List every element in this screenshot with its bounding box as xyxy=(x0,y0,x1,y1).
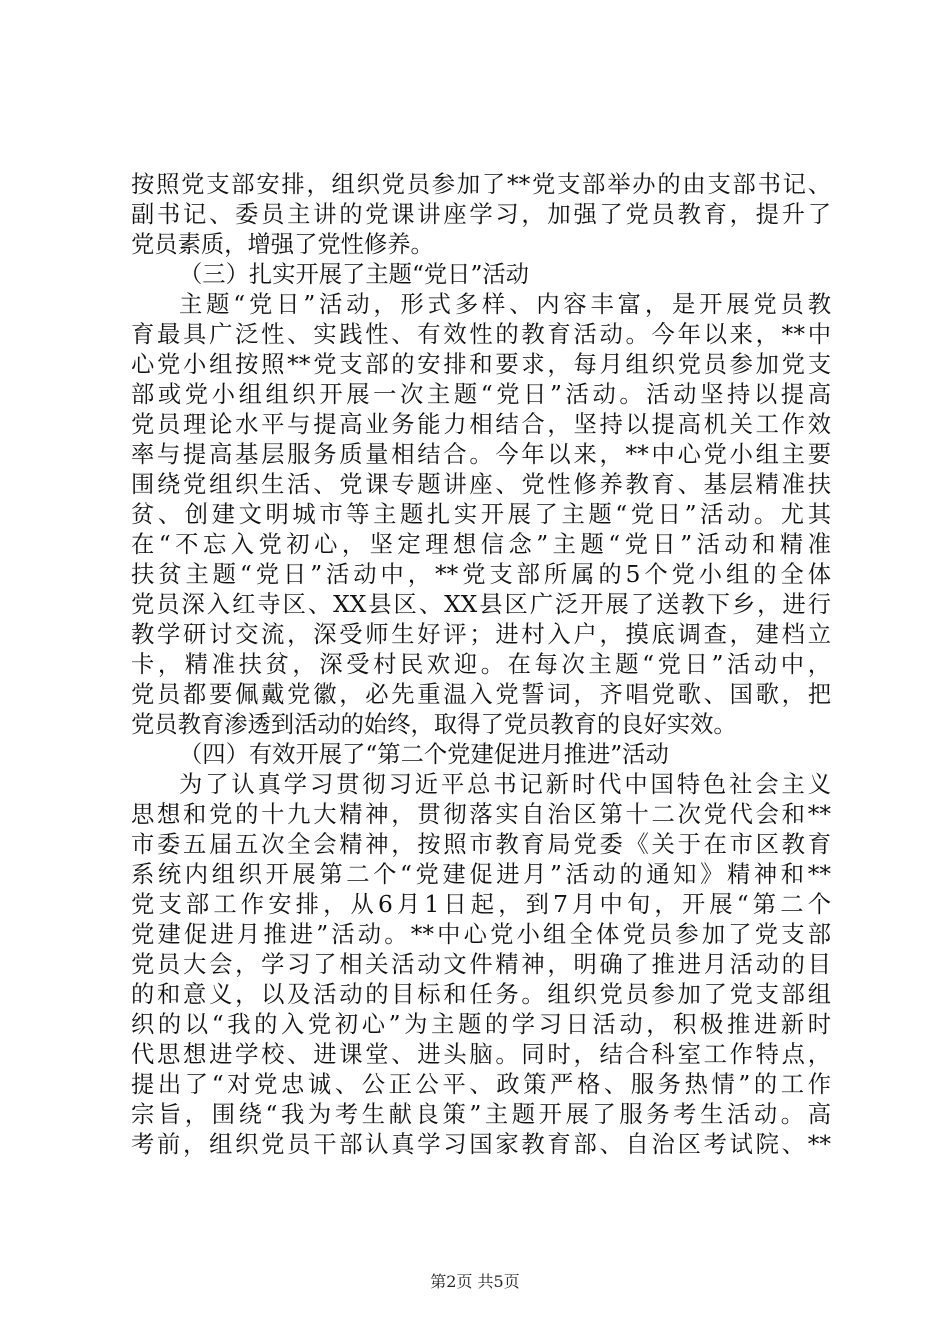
body-line: 按照党支部安排，组织党员参加了**党支部举办的由支部书记、 xyxy=(131,171,831,198)
body-line: 卡，精准扶贫，深受村民欢迎。在每次主题“党日”活动中， xyxy=(131,651,831,678)
body-line: 党支部工作安排，从6月1日起，到7月中旬，开展“第二个 xyxy=(131,891,831,918)
body-line: 的和意义，以及活动的目标和任务。组织党员参加了党支部组 xyxy=(131,981,831,1008)
body-line: 为了认真学习贯彻习近平总书记新时代中国特色社会主义 xyxy=(179,771,831,798)
body-line: 部或党小组组织开展一次主题“党日”活动。活动坚持以提高 xyxy=(131,381,831,408)
body-line: 提出了“对党忠诚、公正公平、政策严格、服务热情”的工作 xyxy=(131,1071,831,1098)
body-line: 贫、创建文明城市等主题扎实开展了主题“党日”活动。尤其 xyxy=(131,501,831,528)
body-line: 在“不忘入党初心，坚定理想信念”主题“党日”活动和精准 xyxy=(131,531,831,558)
body-line: 党建促进月推进”活动。**中心党小组全体党员参加了党支部 xyxy=(131,921,831,948)
body-line: 考前，组织党员干部认真学习国家教育部、自治区考试院、** xyxy=(131,1131,831,1158)
body-line: 主题“党日”活动，形式多样、内容丰富，是开展党员教 xyxy=(179,291,831,318)
body-line: 心党小组按照**党支部的安排和要求，每月组织党员参加党支 xyxy=(131,351,831,378)
body-line: 育最具广泛性、实践性、有效性的教育活动。今年以来，**中 xyxy=(131,321,831,348)
body-line: 市委五届五次全会精神，按照市教育局党委《关于在市区教育 xyxy=(131,831,831,858)
body-line: 党员深入红寺区、XX县区、XX县区广泛开展了送教下乡，进行 xyxy=(131,591,831,618)
body-line: 扶贫主题“党日”活动中，**党支部所属的5个党小组的全体 xyxy=(131,561,831,588)
body-line: 思想和党的十九大精神，贯彻落实自治区第十二次党代会和** xyxy=(131,801,831,828)
page-number-footer: 第2页 共5页 xyxy=(430,1272,520,1291)
body-line: 教学研讨交流，深受师生好评；进村入户，摸底调查，建档立 xyxy=(131,621,831,648)
body-line: 围绕党组织生活、党课专题讲座、党性修养教育、基层精准扶 xyxy=(131,471,831,498)
body-line: 党员素质，增强了党性修养。 xyxy=(131,231,434,258)
section-heading-4: （四）有效开展了“第二个党建促进月推进”活动 xyxy=(179,741,669,768)
body-line: 副书记、委员主讲的党课讲座学习，加强了党员教育，提升了 xyxy=(131,201,831,228)
body-line: 党员理论水平与提高业务能力相结合，坚持以提高机关工作效 xyxy=(131,411,831,438)
document-body xyxy=(131,170,831,1160)
body-line: 宗旨，围绕“我为考生献良策”主题开展了服务考生活动。高 xyxy=(131,1101,831,1128)
body-line: 织的以“我的入党初心”为主题的学习日活动，积极推进新时 xyxy=(131,1011,831,1038)
body-line: 系统内组织开展第二个“党建促进月”活动的通知》精神和** xyxy=(131,861,831,888)
body-line: 率与提高基层服务质量相结合。今年以来，**中心党小组主要 xyxy=(131,441,831,468)
body-line: 党员教育渗透到活动的始终，取得了党员教育的良好实效。 xyxy=(131,711,737,738)
body-line: 党员都要佩戴党徽，必先重温入党誓词，齐唱党歌、国歌，把 xyxy=(131,681,831,708)
body-line: 代思想进学校、进课堂、进头脑。同时，结合科室工作特点， xyxy=(131,1041,831,1068)
body-line: 党员大会，学习了相关活动文件精神，明确了推进月活动的目 xyxy=(131,951,831,978)
section-heading-3: （三）扎实开展了主题“党日”活动 xyxy=(179,261,529,288)
